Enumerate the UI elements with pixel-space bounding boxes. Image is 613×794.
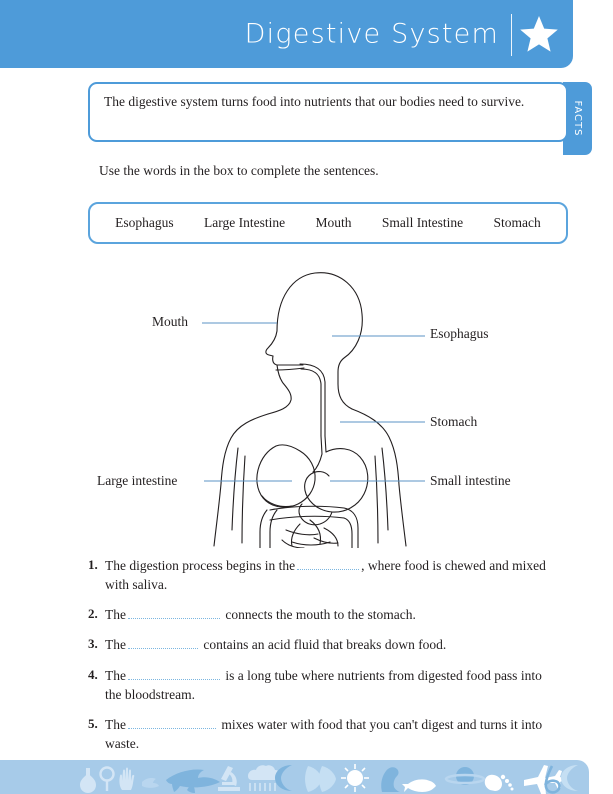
question-text-before: The [105, 637, 126, 653]
question-text [105, 556, 558, 594]
question-number: 2. [88, 606, 98, 622]
page-title: Digestive System [244, 18, 499, 50]
word-bank-item[interactable]: Large Intestine [204, 215, 286, 230]
organ-label-small-intestine: Small intestine [430, 473, 511, 488]
page-footer [0, 760, 589, 794]
question-number: 1. [88, 557, 98, 572]
question-text-before: The [105, 716, 126, 732]
question-item [88, 605, 558, 624]
question-item [88, 635, 558, 654]
question-item [88, 666, 558, 704]
moon-icon [561, 765, 578, 791]
answer-blank[interactable] [128, 635, 198, 649]
label-leader-lines [0, 258, 613, 548]
sun-icon [341, 764, 369, 792]
facts-tab-label: FACTS [572, 100, 583, 137]
word-bank-item[interactable]: Mouth [315, 215, 352, 230]
star-icon [519, 14, 559, 54]
digestive-system-diagram [0, 258, 613, 548]
organ-label-stomach: Stomach [430, 414, 478, 429]
moon-icon [275, 765, 292, 791]
questions-list [88, 556, 558, 764]
question-text-after: is a long tube where nutrients from digested food pass into the bloodstream. [105, 667, 542, 702]
word-bank-item[interactable]: Stomach [493, 215, 541, 230]
question-text-before: The [105, 607, 126, 623]
footprint-icon [485, 775, 514, 791]
hand-icon [119, 768, 134, 791]
seal-icon [381, 767, 400, 792]
question-item [88, 715, 558, 753]
answer-blank[interactable] [128, 605, 220, 619]
question-number: 5. [88, 715, 98, 731]
bird-icon [166, 769, 220, 793]
flask-icon [80, 768, 96, 793]
organ-label-large-intestine: Large intestine [97, 473, 178, 488]
facts-box [88, 82, 568, 142]
question-text [105, 715, 558, 753]
question-text [105, 666, 558, 704]
question-number: 4. [88, 666, 98, 682]
organ-label-esophagus: Esophagus [430, 326, 489, 341]
question-text-before: The [105, 667, 126, 683]
footer-icon-strip [0, 760, 589, 794]
question-number: 3. [88, 636, 98, 652]
bird-small-icon [142, 778, 159, 788]
question-text-after: connects the mouth to the stomach. [225, 607, 416, 623]
butterfly-icon [305, 766, 336, 792]
page-header [0, 0, 573, 68]
question-text-after: contains an acid fluid that breaks down food. [203, 637, 447, 653]
fish-icon [402, 779, 436, 792]
microscope-icon [218, 766, 240, 791]
facts-section [88, 82, 583, 142]
word-bank-item[interactable]: Small Intestine [381, 215, 464, 230]
answer-blank[interactable] [128, 715, 216, 729]
facts-text: The digestive system turns food into nutrients that our bodies need to survive. [104, 94, 525, 109]
question-text [105, 635, 558, 654]
magnifier-icon [101, 768, 114, 792]
question-item [88, 556, 558, 594]
question-text-after: mixes water with food that you can't digest and turns it into waste. [105, 716, 543, 752]
word-bank [88, 202, 568, 244]
instruction-text: Use the words in the box to complete the sentences. [99, 163, 379, 178]
word-bank-item[interactable]: Esophagus [115, 215, 174, 230]
organ-label-mouth: Mouth [152, 314, 189, 329]
header-divider [511, 14, 512, 56]
answer-blank[interactable] [297, 556, 359, 570]
answer-blank[interactable] [128, 666, 220, 680]
question-text [105, 605, 558, 624]
question-text-before: The digestion process begins in the [105, 558, 296, 573]
question-text-after: , where food is chewed and mixed with saliva. [105, 558, 546, 593]
planet-icon [446, 767, 484, 785]
